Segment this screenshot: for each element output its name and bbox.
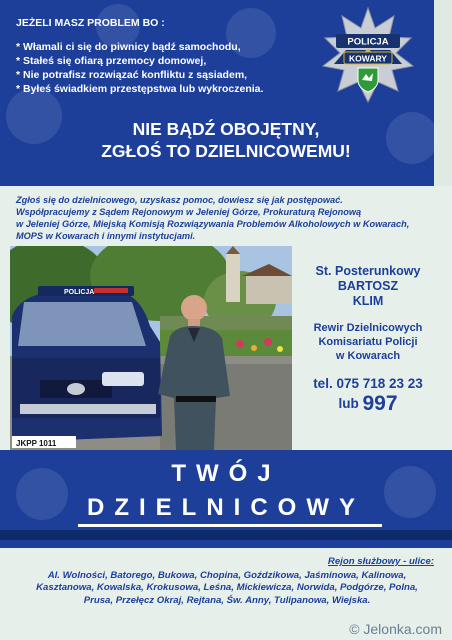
car-roof-sign: POLICJA	[64, 289, 95, 296]
officer-rank: St. Posterunkowy	[315, 264, 421, 278]
emergency-digits: 997	[362, 392, 398, 415]
streets-line: Prusa, Przełęcz Okraj, Rejtana, Św. Anny, Tulipanowa, Wiejska.	[83, 594, 371, 606]
officer-photo-illustration	[10, 246, 292, 450]
problem-item: * Byłeś świadkiem przestępstwa lub wykroczenia.	[16, 83, 264, 95]
car-plate: JKPP 1011	[16, 439, 57, 448]
title-underline	[78, 524, 382, 527]
emergency-prefix: lub	[338, 396, 359, 411]
info-line: MOPS w Kowarach i innymi instytucjami.	[16, 231, 196, 241]
contact-panel	[294, 246, 442, 450]
phone-number	[294, 375, 442, 393]
problem-item: * Nie potrafisz rozwiązać konfliktu z sąsiadem,	[16, 69, 248, 81]
title-band	[0, 450, 452, 548]
unit-line: Komisariatu Policji	[318, 336, 418, 348]
problem-list	[16, 16, 306, 96]
streets-list	[20, 556, 434, 607]
phone-prefix: tel.	[313, 376, 333, 391]
info-text	[16, 194, 446, 242]
problem-item: * Stałeś się ofiarą przemocy domowej,	[16, 55, 207, 67]
officer-name-block	[294, 264, 442, 309]
officer-photo	[10, 246, 292, 450]
unit-block	[294, 321, 442, 363]
phone-digits: 075 718 23 23	[336, 376, 423, 391]
slogan-line: NIE BĄDŹ OBOJĘTNY,	[132, 119, 320, 139]
title-line: TWÓJ	[171, 460, 281, 487]
problem-heading: JEŻELI MASZ PROBLEM BO :	[16, 17, 165, 29]
emergency-number	[294, 393, 442, 415]
officer-first-name: BARTOSZ	[337, 279, 399, 293]
title-line: DZIELNICOWY	[87, 494, 365, 521]
slogan-line: ZGŁOŚ TO DZIELNICOWEMU!	[101, 141, 351, 161]
info-line: w Jeleniej Górze, Miejską Komisją Rozwiązywania Problemów Alkoholowych w Kowarach,	[16, 219, 410, 229]
info-line: Zgłoś się do dzielnicowego, uzyskasz pomoc, dowiesz się jak postępować.	[16, 195, 343, 205]
badge-bottom-text: KOWARY	[349, 53, 387, 64]
slogan	[0, 118, 452, 162]
officer-last-name: KLIM	[352, 294, 384, 308]
streets-line: Al. Wolności, Batorego, Bukowa, Chopina, Goździkowa, Jaśminowa, Kalinowa,	[47, 569, 407, 581]
info-line: Współpracujemy z Sądem Rejonowym w Jeleniej Górze, Prokuraturą Rejonową	[16, 207, 362, 217]
streets-heading: Rejon służbowy - ulice:	[327, 556, 434, 567]
unit-line: Rewir Dzielnicowych	[313, 322, 423, 334]
streets-line: Kasztanowa, Kowalska, Krokusowa, Leśna, Mickiewicza, Norwida, Podgórze, Polna,	[36, 582, 418, 593]
police-badge-icon	[318, 6, 418, 106]
band-dark-strip	[0, 530, 452, 540]
problem-item: * Włamali ci się do piwnicy bądź samochodu,	[16, 41, 241, 53]
badge-top-text: POLICJA	[347, 36, 389, 48]
unit-line: w Kowarach	[335, 350, 401, 362]
watermark: © Jelonka.com	[349, 621, 442, 637]
